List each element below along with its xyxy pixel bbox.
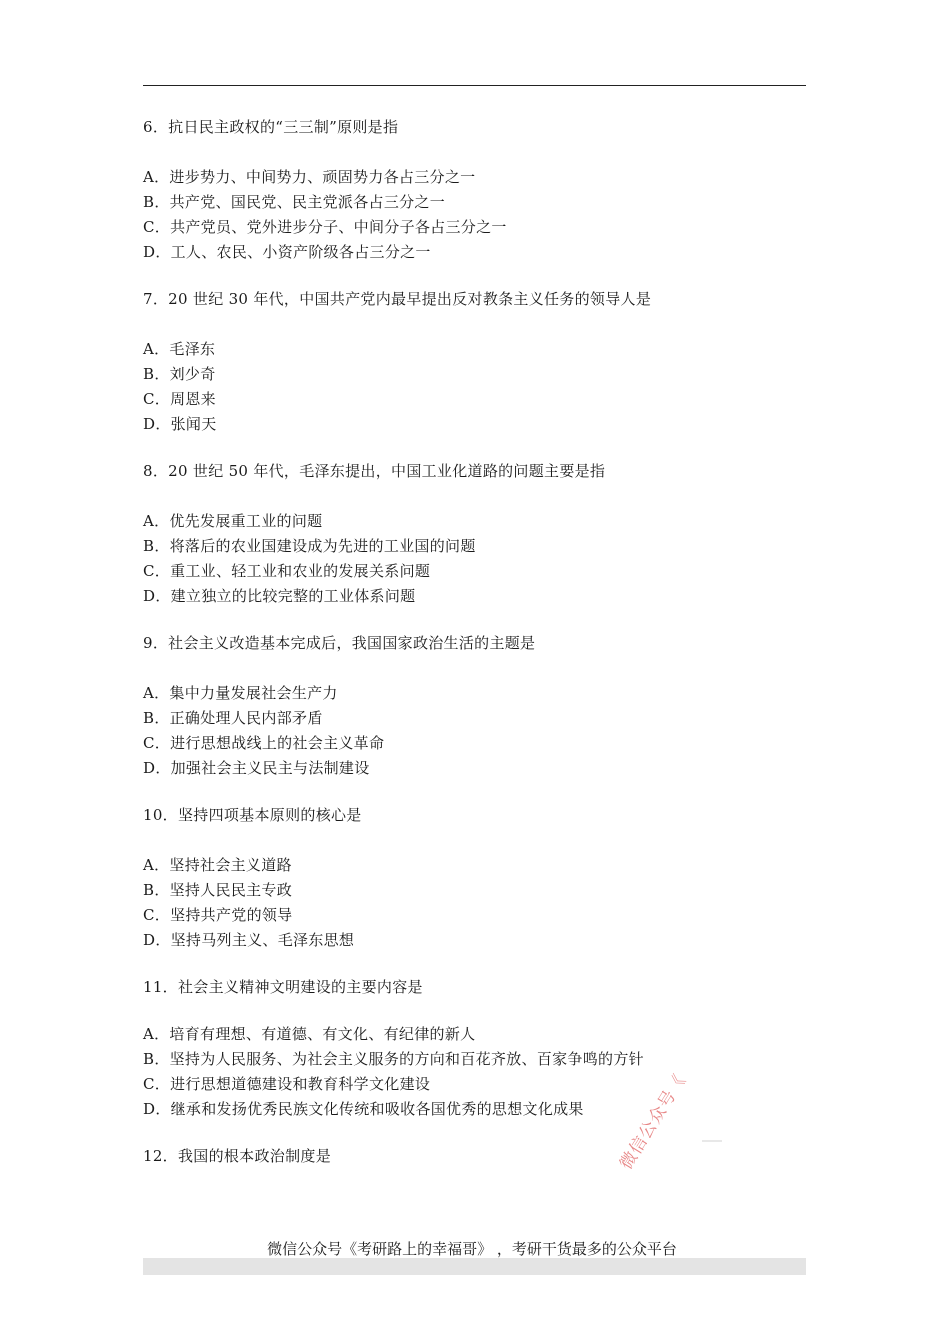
question-8-option-d: D．建立独立的比较完整的工业体系问题 [143,587,416,605]
question-6-option-b: B．共产党、国民党、民主党派各占三分之一 [143,193,446,211]
question-10-option-b: B．坚持人民民主专政 [143,881,293,899]
question-11-option-d: D．继承和发扬优秀民族文化传统和吸收各国优秀的思想文化成果 [143,1100,584,1118]
question-7-option-c: C．周恩来 [143,390,216,408]
question-10-option-c: C．坚持共产党的领导 [143,906,293,924]
question-8-option-a: A．优先发展重工业的问题 [143,512,323,530]
question-6-option-d: D．工人、农民、小资产阶级各占三分之一 [143,243,431,261]
question-11-option-c: C．进行思想道德建设和教育科学文化建设 [143,1075,431,1093]
question-7-stem: 7．20 世纪 30 年代，中国共产党内最早提出反对教条主义任务的领导人是 [143,290,652,308]
question-11-option-a: A．培育有理想、有道德、有文化、有纪律的新人 [143,1025,476,1043]
question-8-stem: 8．20 世纪 50 年代，毛泽东提出，中国工业化道路的问题主要是指 [143,462,606,480]
footer-banner [0,1239,950,1259]
question-7-option-a: A．毛泽东 [143,340,216,358]
question-6-option-a: A．进步势力、中间势力、顽固势力各占三分之一 [143,168,476,186]
question-7-option-d: D．张闻天 [143,415,217,433]
question-9-stem: 9．社会主义改造基本完成后，我国国家政治生活的主题是 [143,634,536,652]
question-11-stem: 11．社会主义精神文明建设的主要内容是 [143,978,423,996]
header-rule [143,85,806,86]
footer-bar [143,1258,806,1275]
question-7-option-b: B．刘少奇 [143,365,216,383]
question-10-option-d: D．坚持马列主义、毛泽东思想 [143,931,355,949]
question-8-option-c: C．重工业、轻工业和农业的发展关系问题 [143,562,431,580]
question-9-option-c: C．进行思想战线上的社会主义革命 [143,734,385,752]
question-6-option-c: C．共产党员、党外进步分子、中间分子各占三分之一 [143,218,507,236]
question-12-stem: 12．我国的根本政治制度是 [143,1147,331,1165]
question-9-option-a: A．集中力量发展社会生产力 [143,684,338,702]
question-9-option-d: D．加强社会主义民主与法制建设 [143,759,370,777]
question-10-stem: 10．坚持四项基本原则的核心是 [143,806,362,824]
question-10-option-a: A．坚持社会主义道路 [143,856,292,874]
watermark-smudge [702,1140,722,1142]
question-9-option-b: B．正确处理人民内部矛盾 [143,709,323,727]
footer-text: 微信公众号《考研路上的幸福哥》 ，考研干货最多的公众平台 [267,1240,677,1258]
question-11-option-b: B．坚持为人民服务、为社会主义服务的方向和百花齐放、百家争鸣的方针 [143,1050,644,1068]
question-6-stem: 6．抗日民主政权的“三三制”原则是指 [143,118,399,136]
question-8-option-b: B．将落后的农业国建设成为先进的工业国的问题 [143,537,476,555]
watermark-stamp: 微信公众号《 [616,1071,691,1174]
